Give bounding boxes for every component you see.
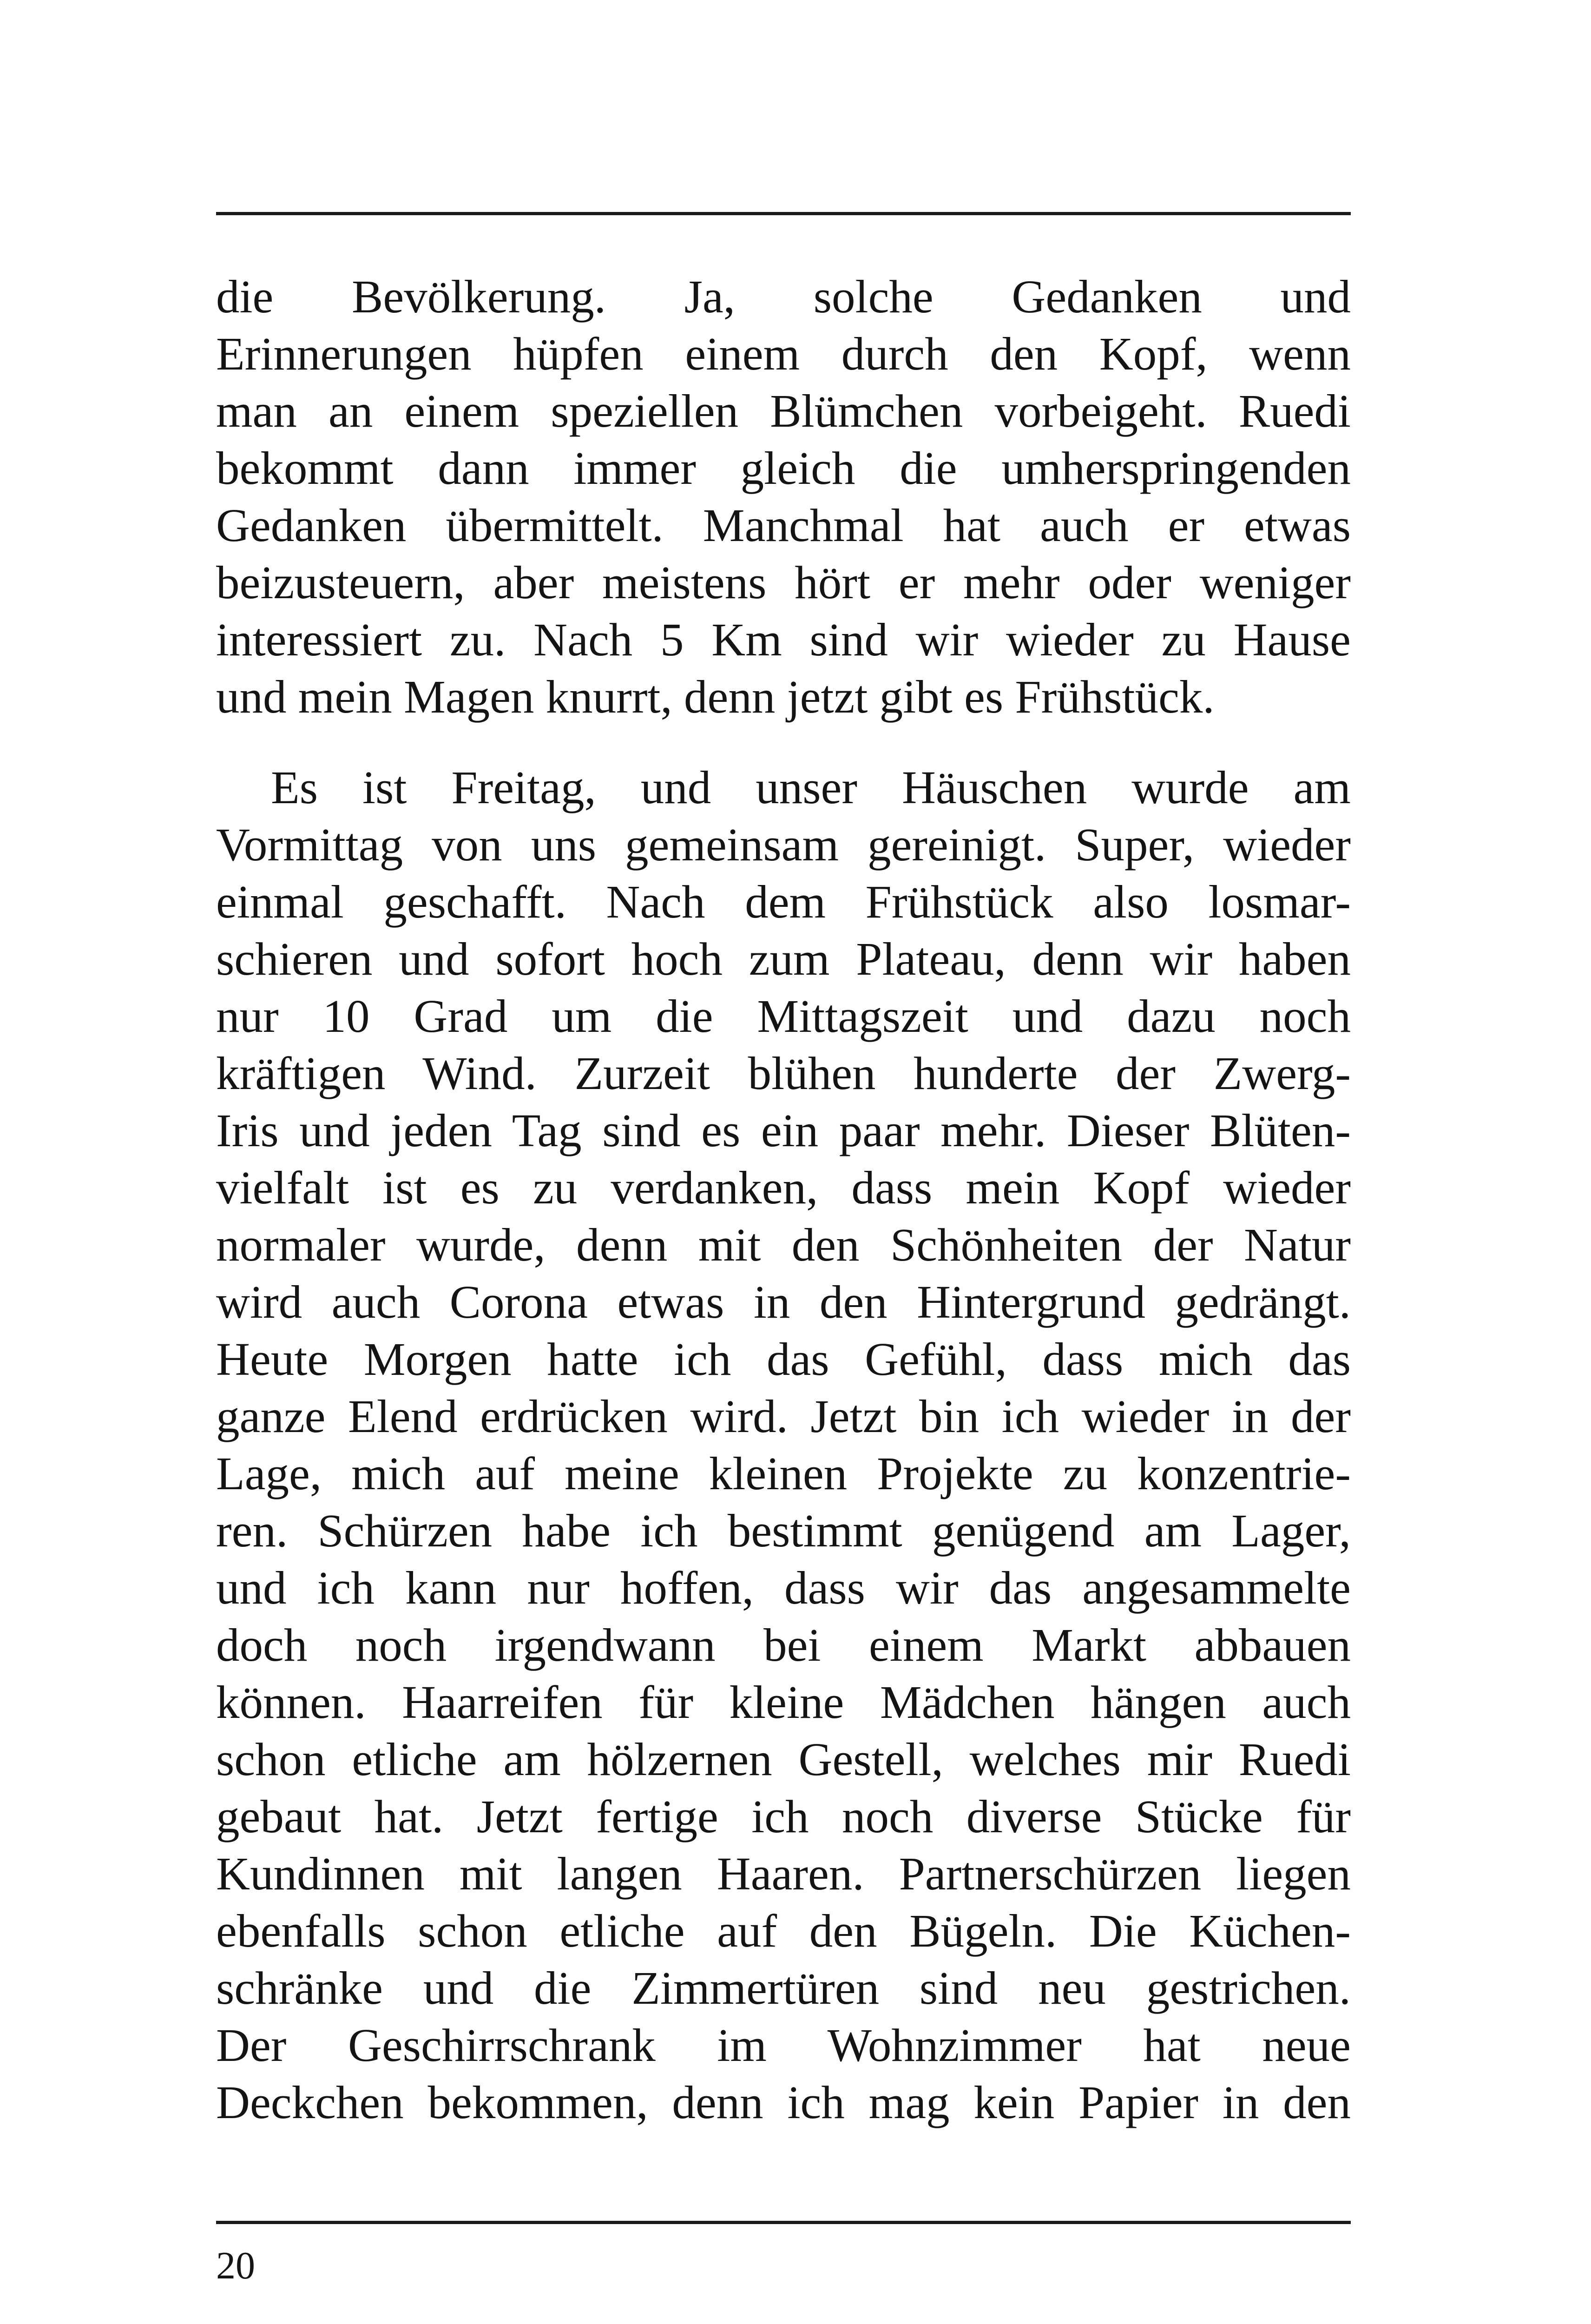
text-line: nur 10 Grad um die Mittagszeit und dazu noch <box>216 990 1351 1042</box>
text-line: gebaut hat. Jetzt fertige ich noch diverse Stücke für <box>216 1790 1351 1842</box>
text-line: Deckchen bekommen, denn ich mag kein Papier in den <box>216 2076 1351 2128</box>
text-line: Vormittag von uns gemeinsam gereinigt. Super, wieder <box>216 819 1351 871</box>
paragraph-1 <box>216 268 1351 726</box>
text-line: die Bevölkerung. Ja, solche Gedanken und <box>216 271 1351 323</box>
text-line: schon etliche am hölzernen Gestell, welches mir Ruedi <box>216 1733 1351 1785</box>
page-number: 20 <box>216 2244 255 2287</box>
text-line: einmal geschafft. Nach dem Frühstück also losmar- <box>216 876 1351 928</box>
text-line: schieren und sofort hoch zum Plateau, denn wir haben <box>216 933 1351 985</box>
text-line: und ich kann nur hoffen, dass wir das angesammelte <box>216 1562 1351 1614</box>
text-line: beizusteuern, aber meistens hört er mehr oder weniger <box>216 556 1351 608</box>
footer-rule <box>216 2221 1351 2224</box>
text-line: wird auch Corona etwas in den Hintergrund gedrängt. <box>216 1276 1351 1328</box>
text-line: Der Geschirrschrank im Wohnzimmer hat neue <box>216 2019 1351 2071</box>
text-line: doch noch irgendwann bei einem Markt abbauen <box>216 1619 1351 1671</box>
text-line: schränke und die Zimmertüren sind neu gestrichen. <box>216 1962 1351 2014</box>
text-line: ganze Elend erdrücken wird. Jetzt bin ich wieder in der <box>216 1390 1351 1442</box>
text-line: Erinnerungen hüpfen einem durch den Kopf, wenn <box>216 328 1351 380</box>
paragraph-2 <box>216 759 1351 2131</box>
text-line: Heute Morgen hatte ich das Gefühl, dass mich das <box>216 1333 1351 1385</box>
text-line: vielfalt ist es zu verdanken, dass mein Kopf wieder <box>216 1162 1351 1214</box>
text-line: bekommt dann immer gleich die umherspringenden <box>216 442 1351 494</box>
text-line: Lage, mich auf meine kleinen Projekte zu konzentrie- <box>216 1447 1351 1499</box>
text-line: Kundinnen mit langen Haaren. Partnerschürzen liegen <box>216 1848 1351 1900</box>
text-line: Gedanken übermittelt. Manchmal hat auch er etwas <box>216 499 1351 551</box>
text-line: man an einem speziellen Blümchen vorbeigeht. Ruedi <box>216 385 1351 437</box>
paragraph-spacing <box>216 726 1351 759</box>
text-line: ebenfalls schon etliche auf den Bügeln. Die Küchen- <box>216 1905 1351 1957</box>
header-rule <box>216 212 1351 215</box>
text-line: kräftigen Wind. Zurzeit blühen hunderte der Zwerg- <box>216 1047 1351 1099</box>
text-line: und mein Magen knurrt, denn jetzt gibt es Frühstück. <box>216 671 1215 723</box>
text-line: Iris und jeden Tag sind es ein paar mehr. Dieser Blüten- <box>216 1104 1351 1156</box>
text-line: Es ist Freitag, und unser Häuschen wurde am <box>271 761 1351 813</box>
text-line: normaler wurde, denn mit den Schönheiten der Natur <box>216 1219 1351 1271</box>
text-line: ren. Schürzen habe ich bestimmt genügend am Lager, <box>216 1505 1351 1557</box>
body-text <box>216 268 1351 2131</box>
text-line: interessiert zu. Nach 5 Km sind wir wieder zu Hause <box>216 614 1351 666</box>
text-line: können. Haarreifen für kleine Mädchen hängen auch <box>216 1676 1351 1728</box>
